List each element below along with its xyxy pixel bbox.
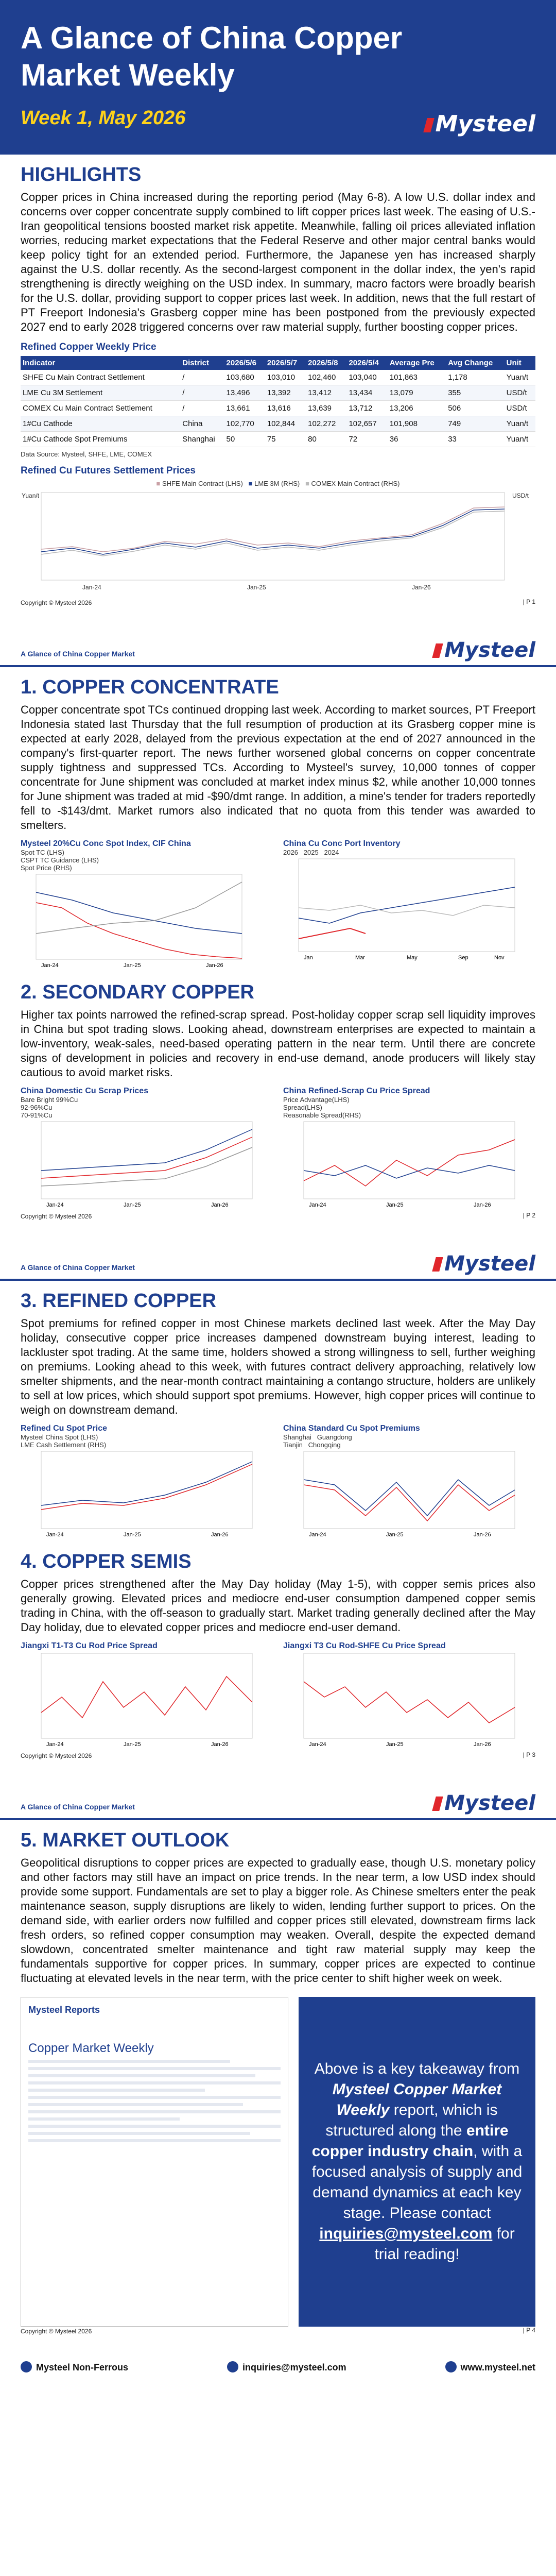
chart-title: Refined Cu Spot Price xyxy=(21,1424,108,1433)
table-header: District xyxy=(180,356,224,370)
copyright: Copyright © Mysteel 2026 xyxy=(21,599,92,606)
svg-text:Jan-24: Jan-24 xyxy=(309,1741,326,1748)
svg-text:Jan-26: Jan-26 xyxy=(474,1741,491,1748)
table-header: Avg Change xyxy=(446,356,504,370)
svg-text:Jan: Jan xyxy=(304,955,313,961)
svg-text:Jan-25: Jan-25 xyxy=(124,962,141,969)
svg-text:Jan-26: Jan-26 xyxy=(206,962,223,969)
section-text: Spot premiums for refined copper in most Chinese markets declined last week. After the May Day holiday, consecutive copper price increases dampened downstream buying interest, leading to lackluster spot trading. At the same time, holders showed a strong willingness to sell, further weighing on premiums. Looking ahead to this week, with futures contract delivery approaching, relatively low smelter shipments, and the near-month contract maintaining a contango structure, holders are unlikely to sell at low prices, which should support spot premiums. However, high copper prices will continue to weigh on downstream demand. xyxy=(21,1317,535,1416)
chart-title: China Domestic Cu Scrap Prices xyxy=(21,1087,149,1095)
table-cell: Shanghai xyxy=(180,432,224,447)
table-cell: 50 xyxy=(224,432,265,447)
svg-text:Jan-24: Jan-24 xyxy=(46,1741,64,1748)
mysteel-logo: Mysteel xyxy=(434,1791,535,1815)
table-cell: 13,206 xyxy=(388,401,446,416)
svg-text:Nov: Nov xyxy=(494,955,505,961)
logo-mark-icon xyxy=(423,118,435,132)
svg-text:May: May xyxy=(407,955,418,961)
chart-legend: Spot TC (LHS) CSPT TC Guidance (LHS) Spot Price (RHS) xyxy=(21,849,99,872)
lhs-unit-label: Yuan/t xyxy=(22,492,40,499)
chart-legend: Mysteel China Spot (LHS) LME Cash Settlement (RHS) xyxy=(21,1433,107,1449)
table-cell: / xyxy=(180,385,224,401)
page-bar xyxy=(0,631,556,667)
futures-chart xyxy=(21,487,535,596)
chart-title: China Cu Conc Port Inventory xyxy=(283,839,401,848)
table-cell: USD/t xyxy=(505,385,535,401)
section-heading: 1. COPPER CONCENTRATE xyxy=(21,676,279,698)
table-cell: 1#Cu Cathode Spot Premiums xyxy=(21,432,180,447)
table-cell: / xyxy=(180,370,224,385)
table-cell: 101,863 xyxy=(388,370,446,385)
subtitle: Week 1, May 2026 xyxy=(21,107,186,129)
svg-text:Jan-25: Jan-25 xyxy=(386,1202,404,1208)
rhs-unit-label: USD/t xyxy=(512,492,529,499)
page-label: A Glance of China Copper Market xyxy=(21,650,135,658)
svg-text:Jan-24: Jan-24 xyxy=(41,962,59,969)
svg-text:Jan-25: Jan-25 xyxy=(124,1741,141,1748)
rod-shfe-spread-chart xyxy=(283,1651,530,1749)
table-cell: 13,079 xyxy=(388,385,446,401)
mysteel-logo: Mysteel xyxy=(425,111,535,137)
chart-legend: Bare Bright 99%Cu 92-96%Cu 70-91%Cu xyxy=(21,1096,78,1119)
globe-icon xyxy=(445,2361,457,2372)
table-cell: 33 xyxy=(446,432,504,447)
section-text: Copper concentrate spot TCs continued dropping last week. According to market sources, PT Freeport Indonesia stated last Thursday that the full resumption of production at its Grasberg copper mine is expected at early 2028, delayed from the previous expectation at the end of 2027 announced in the company's first-quarter report. The news further worsened global concerns on copper concentrate supply tightness and suppressed TCs. According to Mysteel's survey, 10,000 tonnes of copper concentrate for June shipment was concluded at market index minus $2, while another 10,000 tonnes for June shipment was traded at mid -$90/dmt range. In addition, a mine's tender for traders reportedly fell to -$143/dmt. Market rumors also indicated that no quota from this tender was awarded to smelters. xyxy=(21,703,535,832)
table-row xyxy=(21,416,535,432)
copyright: Copyright © Mysteel 2026 xyxy=(21,2328,92,2335)
copper-concentrate-section xyxy=(0,676,556,972)
svg-text:Jan-26: Jan-26 xyxy=(412,584,431,591)
title-line-2: Market Weekly xyxy=(21,58,235,92)
table-cell: 13,412 xyxy=(306,385,346,401)
table-cell: COMEX Cu Main Contract Settlement xyxy=(21,401,180,416)
table-header: 2026/5/7 xyxy=(265,356,306,370)
svg-text:Mar: Mar xyxy=(355,955,365,961)
table-cell: Yuan/t xyxy=(505,416,535,432)
chart-legend: Price Advantage(LHS) Spread(LHS) Reasonable Spread(RHS) xyxy=(283,1096,361,1119)
footer-linkedin[interactable]: Mysteel Non-Ferrous xyxy=(21,2361,128,2373)
table-cell: 13,661 xyxy=(224,401,265,416)
svg-text:Jan-25: Jan-25 xyxy=(386,1532,404,1538)
svg-text:Jan-25: Jan-25 xyxy=(247,584,266,591)
linkedin-icon xyxy=(21,2361,32,2372)
page-bar xyxy=(0,1245,556,1281)
table-cell: 13,616 xyxy=(265,401,306,416)
svg-text:Jan-26: Jan-26 xyxy=(211,1202,229,1208)
table-cell: 101,908 xyxy=(388,416,446,432)
table-cell: / xyxy=(180,401,224,416)
table-cell: SHFE Cu Main Contract Settlement xyxy=(21,370,180,385)
table-cell: 102,272 xyxy=(306,416,346,432)
table-cell: 1#Cu Cathode xyxy=(21,416,180,432)
table-row xyxy=(21,401,535,416)
table-cell: 102,770 xyxy=(224,416,265,432)
data-source: Data Source: Mysteel, SHFE, LME, COMEX xyxy=(21,450,152,458)
table-cell: Yuan/t xyxy=(505,432,535,447)
table-header: 2026/5/6 xyxy=(224,356,265,370)
svg-text:Jan-26: Jan-26 xyxy=(211,1741,229,1748)
table-cell: Yuan/t xyxy=(505,370,535,385)
table-row xyxy=(21,385,535,401)
page-number: | P 2 xyxy=(523,1212,535,1219)
svg-text:Jan-26: Jan-26 xyxy=(474,1202,491,1208)
page-number: | P 3 xyxy=(523,1751,535,1758)
copper-semis-section xyxy=(0,1551,556,1761)
chart-title: China Standard Cu Spot Premiums xyxy=(283,1424,420,1433)
table-cell: 13,392 xyxy=(265,385,306,401)
mysteel-logo: Mysteel xyxy=(434,638,535,662)
table-cell: 13,712 xyxy=(346,401,387,416)
secondary-copper-section xyxy=(0,981,556,1222)
mail-icon xyxy=(227,2361,238,2372)
header-banner xyxy=(0,0,556,155)
table-header: Unit xyxy=(505,356,535,370)
logo-mark-icon xyxy=(432,1257,443,1272)
svg-text:Sep: Sep xyxy=(458,955,468,961)
port-inventory-chart xyxy=(283,856,530,962)
mysteel-logo: Mysteel xyxy=(434,1252,535,1276)
svg-text:Jan-25: Jan-25 xyxy=(124,1532,141,1538)
svg-text:Jan-24: Jan-24 xyxy=(46,1202,64,1208)
table-header: 2026/5/8 xyxy=(306,356,346,370)
contact-email-link[interactable]: inquiries@mysteel.com xyxy=(319,2225,493,2242)
section-text: Higher tax points narrowed the refined-scrap spread. Post-holiday copper scrap sell liquidity improves in China but spot trading slows. Looking ahead, downstream enterprises are expected to maintain a low-inventory, weak-sales, need-based operating pattern in the near term. Until there are concrete signs of development in policies and recovery in end-use demand, anode producers will likely stay cautious to avoid market risks. xyxy=(21,1008,535,1079)
svg-text:Jan-25: Jan-25 xyxy=(124,1202,141,1208)
svg-text:Jan-24: Jan-24 xyxy=(309,1202,326,1208)
page-label: A Glance of China Copper Market xyxy=(21,1803,135,1811)
footer xyxy=(0,2348,556,2385)
table-cell: 102,460 xyxy=(306,370,346,385)
table-header: Average Pre xyxy=(388,356,446,370)
table-cell: 749 xyxy=(446,416,504,432)
highlights-text: Copper prices in China increased during the reporting period (May 6-8). A low U.S. dollar index and concerns over copper concentrate supply combined to lift copper prices last week. The easing of U.S.-Iran geopolitical tensions boosted market risk appetite. Meanwhile, falling oil prices alleviated inflation worries, reducing market expectations that the Federal Reserve and other major central banks would keep policy tight for an extended period. Furthermore, the Japanese yen has increased sharply against the U.S. dollar recently. As the second-largest component in the dollar index, the yen's rapid strengthening is directly weighing on the USD index. In summary, macro factors were broadly bearish for the U.S. dollar, providing support to copper prices last week. In addition, news that the full restart of PT Freeport Indonesia's Grasberg copper mine has been postponed from the previously expected 2027 end to early 2028 triggered concerns over raw material supply, further boosting copper prices. xyxy=(21,191,535,333)
title-line-1: A Glance of China Copper xyxy=(21,21,403,55)
table-cell: 506 xyxy=(446,401,504,416)
logo-mark-icon xyxy=(432,1797,443,1811)
section-text: Copper prices strengthened after the May Day holiday (May 1-5), with copper semis prices also generally growing. Elevated prices and mediocre end-user consumption dampened copper semis trading in China, with the off-season to gradually start. Market trading generally declined after the May Day holiday, due to elevated copper prices and mediocre end-user demand. xyxy=(21,1578,535,1634)
chart-title: Jiangxi T1-T3 Cu Rod Price Spread xyxy=(21,1641,158,1650)
promo-block xyxy=(0,1997,556,2327)
spot-premiums-chart xyxy=(283,1449,530,1539)
chart-legend: Shanghai Guangdong Tianjin Chongqing xyxy=(283,1433,352,1449)
spot-index-chart xyxy=(21,872,268,970)
refined-copper-section xyxy=(0,1290,556,1541)
table-cell: 80 xyxy=(306,432,346,447)
chart-title: Jiangxi T3 Cu Rod-SHFE Cu Price Spread xyxy=(283,1641,446,1650)
page-label: A Glance of China Copper Market xyxy=(21,1263,135,1272)
table-cell: 102,844 xyxy=(265,416,306,432)
page-number: | P 1 xyxy=(523,598,535,605)
copyright: Copyright © Mysteel 2026 xyxy=(21,1752,92,1759)
svg-text:Jan-24: Jan-24 xyxy=(82,584,101,591)
scrap-prices-chart xyxy=(21,1119,268,1209)
svg-text:Jan-26: Jan-26 xyxy=(474,1532,491,1538)
table-cell: 36 xyxy=(388,432,446,447)
report-preview[interactable] xyxy=(21,1997,288,2327)
table-row xyxy=(21,432,535,447)
chart-legend: 2026 2025 2024 xyxy=(283,849,339,856)
market-outlook-section xyxy=(0,1829,556,1986)
section-heading: 5. MARKET OUTLOOK xyxy=(21,1829,230,1851)
table-cell: 102,657 xyxy=(346,416,387,432)
table-header: Indicator xyxy=(21,356,180,370)
section-heading: 2. SECONDARY COPPER xyxy=(21,981,254,1003)
table-row xyxy=(21,370,535,385)
table-cell: 13,496 xyxy=(224,385,265,401)
page-bar xyxy=(0,1784,556,1820)
futures-chart-title: Refined Cu Futures Settlement Prices xyxy=(21,465,196,476)
table-cell: LME Cu 3M Settlement xyxy=(21,385,180,401)
svg-text:Jan-25: Jan-25 xyxy=(386,1741,404,1748)
table-header: 2026/5/4 xyxy=(346,356,387,370)
section-heading: 4. COPPER SEMIS xyxy=(21,1551,192,1572)
chart-title: Mysteel 20%Cu Conc Spot Index, CIF China xyxy=(21,839,191,848)
futures-chart-legend: ■ SHFE Main Contract (LHS) ■ LME 3M (RHS) ■ COMEX Main Contract (RHS) xyxy=(156,480,400,487)
price-table-title: Refined Copper Weekly Price xyxy=(21,342,157,352)
rod-spread-chart xyxy=(21,1651,268,1749)
price-table xyxy=(21,356,535,447)
table-cell: China xyxy=(180,416,224,432)
footer-email[interactable]: inquiries@mysteel.com xyxy=(227,2361,346,2373)
svg-text:Jan-24: Jan-24 xyxy=(309,1532,326,1538)
cta-box: Above is a key takeaway from Mysteel Copper Market Weekly report, which is structured along the entire copper industry chain, with a focused analysis of supply and demand dynamics at each key stage. Please contact inquiries@mysteel.com for trial reading! xyxy=(299,1997,535,2327)
svg-text:Jan-26: Jan-26 xyxy=(211,1532,229,1538)
logo-mark-icon xyxy=(432,643,443,658)
spot-price-chart xyxy=(21,1449,268,1539)
table-cell: 13,639 xyxy=(306,401,346,416)
table-cell: 1,178 xyxy=(446,370,504,385)
table-cell: 103,010 xyxy=(265,370,306,385)
section-heading: 3. REFINED COPPER xyxy=(21,1290,217,1312)
highlights-section xyxy=(0,164,556,608)
report-header: Mysteel Reports xyxy=(28,2005,100,2015)
price-spread-chart xyxy=(283,1119,530,1209)
table-cell: 355 xyxy=(446,385,504,401)
table-cell: 72 xyxy=(346,432,387,447)
table-cell: 103,680 xyxy=(224,370,265,385)
table-cell: 103,040 xyxy=(346,370,387,385)
page-number: | P 4 xyxy=(523,2327,535,2334)
table-cell: 75 xyxy=(265,432,306,447)
footer-website[interactable]: www.mysteel.net xyxy=(445,2361,535,2373)
svg-text:Jan-24: Jan-24 xyxy=(46,1532,64,1538)
report-title: Copper Market Weekly xyxy=(28,2041,154,2055)
section-text: Geopolitical disruptions to copper prices are expected to gradually ease, though U.S. monetary policy and other factors may still have an impact on price trends. In the near term, a low USD index should provide some support. Fundamentals are set to play a bigger role. As Chinese smelters enter the peak maintenance season, supply disruptions are likely to widen, lending further support to prices. On the demand side, with earlier orders now fulfilled and copper prices still elevated, downstream firms lack fresh orders, so refined copper consumption may weaken. Overall, despite the expected demand slowdown, concentrated smelter maintenance and tight raw material supply may keep the fundamentals supportive for copper prices. In summary, copper prices are expected to continue fluctuating at elevated levels in the near term, with the price center to shift higher week on week. xyxy=(21,1856,535,1985)
table-cell: USD/t xyxy=(505,401,535,416)
copyright: Copyright © Mysteel 2026 xyxy=(21,1213,92,1220)
table-cell: 13,434 xyxy=(346,385,387,401)
chart-title: China Refined-Scrap Cu Price Spread xyxy=(283,1087,430,1095)
highlights-heading: HIGHLIGHTS xyxy=(21,164,142,185)
